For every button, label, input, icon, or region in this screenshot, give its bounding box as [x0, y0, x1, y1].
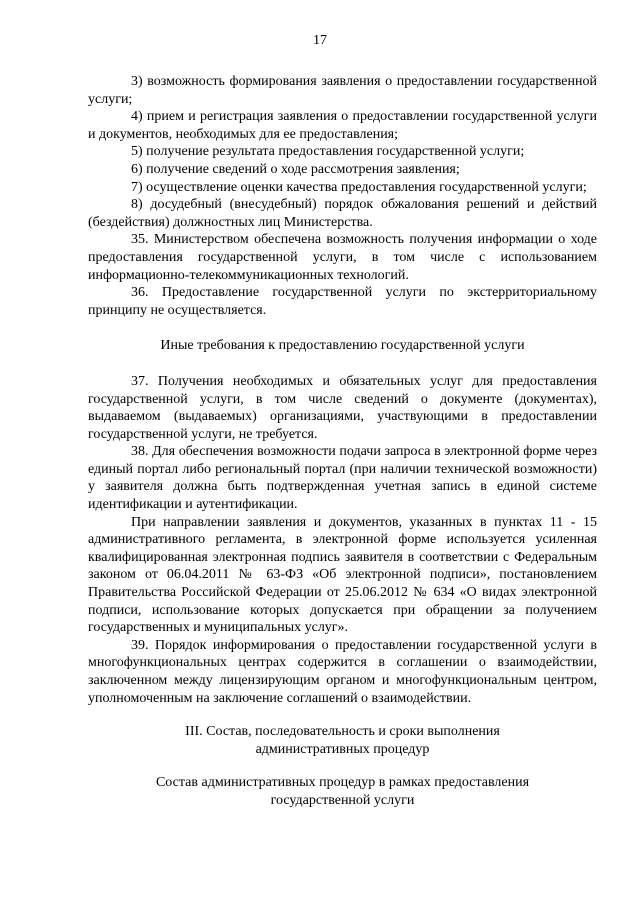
section-3-heading-line1: III. Состав, последовательность и сроки выполнения: [185, 724, 500, 740]
subheading-line2: государственной услуги: [270, 792, 415, 808]
paragraph-item-5: 5) получение результата предоставления государственной услуги;: [131, 144, 525, 160]
paragraph-item-4: 4) прием и регистрация заявления о предоставлении государственной услуги и документов, необходимых для ее предоставления;: [88, 109, 597, 142]
subheading-line1: Состав административных процедур в рамках предоставления: [155, 775, 530, 791]
page-body: [88, 73, 597, 810]
paragraph-38-signature: При направлении заявления и документов, указанных в пунктах 11 - 15 административного регламента, в электронной форме используется усиленная квалифицированная электронная подпись заявителя в соответствии с Федеральным законом от 06.04.2011 № 63-ФЗ «Об электронной подписи», постановлением Правительства Российской Федерации от 25.06.2012 № 634 «О видах электронной подписи, использование которых допускается при обращении за получением государственных и муниципальных услуг».: [88, 514, 597, 636]
paragraph-item-7: 7) осуществление оценки качества предоставления государственной услуги;: [131, 179, 587, 195]
page-number: 17: [313, 33, 327, 48]
paragraph-37: 37. Получения необходимых и обязательных услуг для предоставления государственной услуги, в том числе сведений о документе (документах), выдаваемом (выдаваемых) организациями, участвующими в предоставлении государственной услуги, не требуется.: [88, 373, 597, 442]
paragraph-item-8: 8) досудебный (внесудебный) порядок обжалования решений и действий (бездействия) должностных лиц Министерства.: [88, 197, 597, 230]
heading-other-requirements: Иные требования к предоставлению государственной услуги: [160, 338, 525, 354]
paragraph-36: 36. Предоставление государственной услуги по экстерриториальному принципу не осуществляется.: [88, 285, 597, 318]
paragraph-35: 35. Министерством обеспечена возможность получения информации о ходе предоставления государственной услуги, в том числе с использованием информационно-телекоммуникационных технологий.: [88, 232, 597, 283]
section-3-heading-line2: административных процедур: [255, 741, 430, 757]
paragraph-39: 39. Порядок информирования о предоставлении государственной услуги в многофункциональных центрах содержится в соглашении о взаимодействии, заключенном между лицензирующим органом и многофункциональным центром, уполномоченным на заключение соглашений о взаимодействии.: [88, 637, 597, 706]
paragraph-item-3: 3) возможность формирования заявления о предоставлении государственной услуги;: [88, 74, 597, 107]
paragraph-38: 38. Для обеспечения возможности подачи запроса в электронной форме через единый портал либо региональный портал (при наличии технической возможности) у заявителя должна быть подтвержденная учетная запись в единой системе идентификации и аутентификации.: [88, 444, 597, 513]
paragraph-item-6: 6) получение сведений о ходе рассмотрения заявления;: [131, 161, 460, 177]
